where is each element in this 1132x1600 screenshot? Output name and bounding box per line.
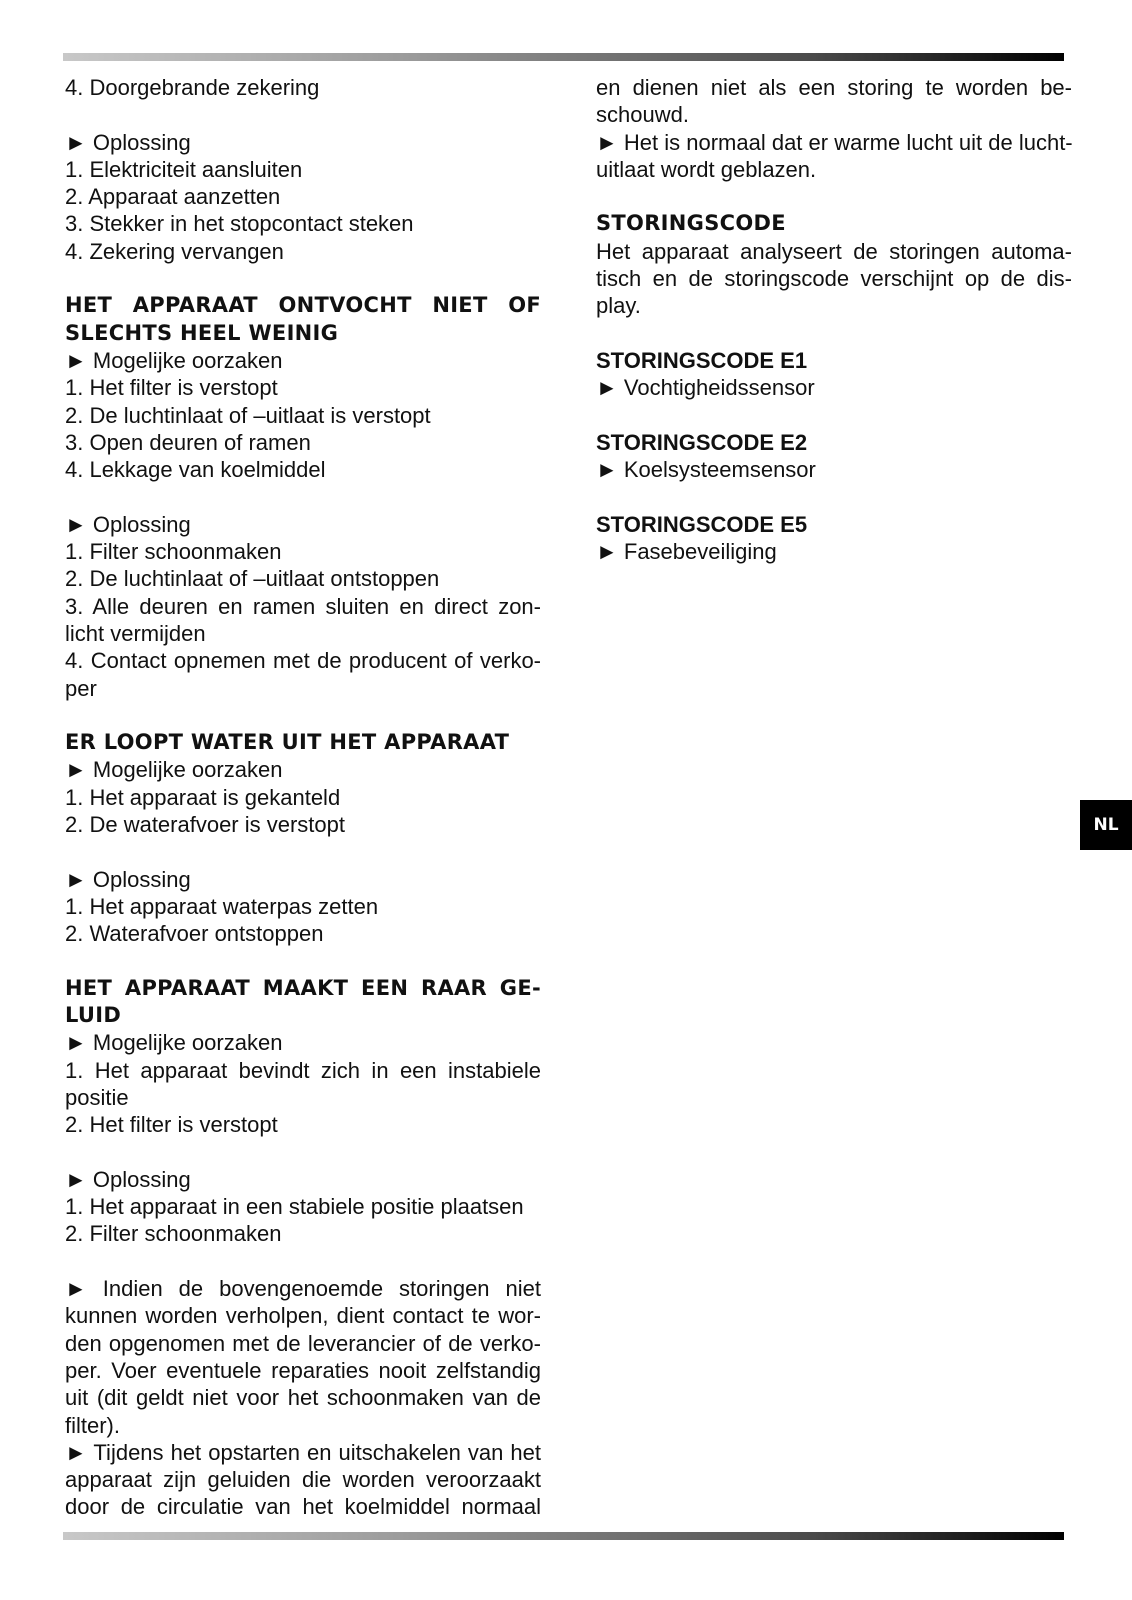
text-line: tisch en de storingscode verschijnt op de dis- bbox=[596, 266, 1072, 292]
text-line: 4. Contact opnemen met de producent of verko- bbox=[65, 648, 541, 674]
text-line: ► Vochtigheidssensor bbox=[596, 375, 815, 401]
section-heading: HET APPARAAT ONTVOCHT NIET OF bbox=[65, 293, 541, 318]
text-line: 1. Filter schoonmaken bbox=[65, 539, 282, 565]
text-line: kunnen worden verholpen, dient contact te wor- bbox=[65, 1303, 541, 1329]
text-line: 1. Het apparaat waterpas zetten bbox=[65, 893, 379, 919]
paragraph-spacer bbox=[596, 402, 1072, 429]
paragraph-spacer bbox=[596, 320, 1072, 347]
text-line: licht vermijden bbox=[65, 620, 206, 646]
section-heading: LUID bbox=[65, 1003, 122, 1028]
text-line: 1. Het apparaat bevindt zich in een instabiele bbox=[65, 1057, 541, 1083]
text-line: ► Oplossing bbox=[65, 511, 191, 537]
paragraph-spacer bbox=[65, 483, 541, 510]
top-divider-bar bbox=[63, 53, 1064, 61]
text-line: ► Koelsysteemsensor bbox=[596, 457, 816, 483]
text-line: ► Mogelijke oorzaken bbox=[65, 1030, 283, 1056]
text-line: uit (dit geldt niet voor het schoonmaken van de bbox=[65, 1385, 541, 1411]
paragraph-spacer bbox=[65, 838, 541, 865]
bottom-divider-bar bbox=[63, 1532, 1064, 1540]
paragraph-spacer bbox=[65, 1248, 541, 1275]
text-line: play. bbox=[596, 293, 641, 319]
text-line: 2. Filter schoonmaken bbox=[65, 1221, 282, 1247]
text-line: 1. Het apparaat is gekanteld bbox=[65, 784, 341, 810]
text-line: ► Tijdens het opstarten en uitschakelen van het bbox=[65, 1439, 541, 1465]
paragraph-spacer bbox=[65, 1139, 541, 1166]
left-column bbox=[65, 74, 541, 1521]
paragraph-spacer bbox=[65, 101, 541, 128]
section-heading: HET APPARAAT MAAKT EEN RAAR GE- bbox=[65, 975, 541, 1000]
text-line: ► Indien de bovengenoemde storingen niet bbox=[65, 1276, 541, 1302]
text-line: 2. Waterafvoer ontstoppen bbox=[65, 921, 324, 947]
right-column bbox=[596, 74, 1072, 565]
text-line: 2. De luchtinlaat of –uitlaat is verstopt bbox=[65, 402, 431, 428]
paragraph-spacer bbox=[596, 183, 1072, 210]
text-line: uitlaat wordt geblazen. bbox=[596, 156, 817, 182]
text-line: apparaat zijn geluiden die worden veroorzaakt bbox=[65, 1467, 541, 1493]
section-heading: ER LOOPT WATER UIT HET APPARAAT bbox=[65, 730, 510, 755]
text-line: positie bbox=[65, 1084, 129, 1110]
text-line: 3. Alle deuren en ramen sluiten en direct zon- bbox=[65, 593, 541, 619]
text-line: 2. De luchtinlaat of –uitlaat ontstoppen bbox=[65, 566, 440, 592]
text-line: ► Oplossing bbox=[65, 866, 191, 892]
text-line: ► Oplossing bbox=[65, 129, 191, 155]
paragraph-spacer bbox=[65, 265, 541, 292]
text-line: filter). bbox=[65, 1412, 120, 1438]
text-line: den opgenomen met de leverancier of de verko- bbox=[65, 1330, 541, 1356]
text-line: en dienen niet als een storing te worden be- bbox=[596, 75, 1072, 100]
text-line: per. Voer eventuele reparaties nooit zelfstandig bbox=[65, 1357, 541, 1383]
text-line: Het apparaat analyseert de storingen automa- bbox=[596, 238, 1072, 264]
error-code-heading: STORINGSCODE E1 bbox=[596, 347, 808, 373]
error-code-heading: STORINGSCODE E5 bbox=[596, 511, 808, 537]
text-line: 4. Doorgebrande zekering bbox=[65, 75, 320, 100]
section-heading: SLECHTS HEEL WEINIG bbox=[65, 320, 339, 345]
text-line: 4. Lekkage van koelmiddel bbox=[65, 457, 326, 483]
text-line: 1. Het filter is verstopt bbox=[65, 375, 278, 401]
text-line: 3. Stekker in het stopcontact steken bbox=[65, 211, 414, 237]
text-line: ► Mogelijke oorzaken bbox=[65, 347, 283, 373]
text-line: 1. Elektriciteit aansluiten bbox=[65, 156, 303, 182]
text-line: ► Het is normaal dat er warme lucht uit de lucht- bbox=[596, 129, 1073, 155]
text-line: 2. Het filter is verstopt bbox=[65, 1112, 278, 1138]
text-line: 2. Apparaat aanzetten bbox=[65, 184, 281, 210]
text-line: 2. De waterafvoer is verstopt bbox=[65, 812, 346, 838]
text-line: per bbox=[65, 675, 97, 701]
language-tab bbox=[1080, 800, 1132, 850]
text-line: ► Oplossing bbox=[65, 1166, 191, 1192]
text-line: 4. Zekering vervangen bbox=[65, 238, 284, 264]
language-tab-label: NL bbox=[1093, 815, 1119, 835]
error-code-heading: STORINGSCODE E2 bbox=[596, 429, 808, 455]
text-line: door de circulatie van het koelmiddel normaal bbox=[65, 1494, 541, 1520]
text-line: 3. Open deuren of ramen bbox=[65, 429, 311, 455]
text-line: ► Mogelijke oorzaken bbox=[65, 757, 283, 783]
text-line: 1. Het apparaat in een stabiele positie plaatsen bbox=[65, 1194, 524, 1220]
paragraph-spacer bbox=[596, 483, 1072, 510]
paragraph-spacer bbox=[65, 702, 541, 729]
section-heading: STORINGSCODE bbox=[596, 211, 786, 236]
text-line: schouwd. bbox=[596, 102, 689, 128]
text-line: ► Fasebeveiliging bbox=[596, 539, 777, 565]
paragraph-spacer bbox=[65, 948, 541, 975]
